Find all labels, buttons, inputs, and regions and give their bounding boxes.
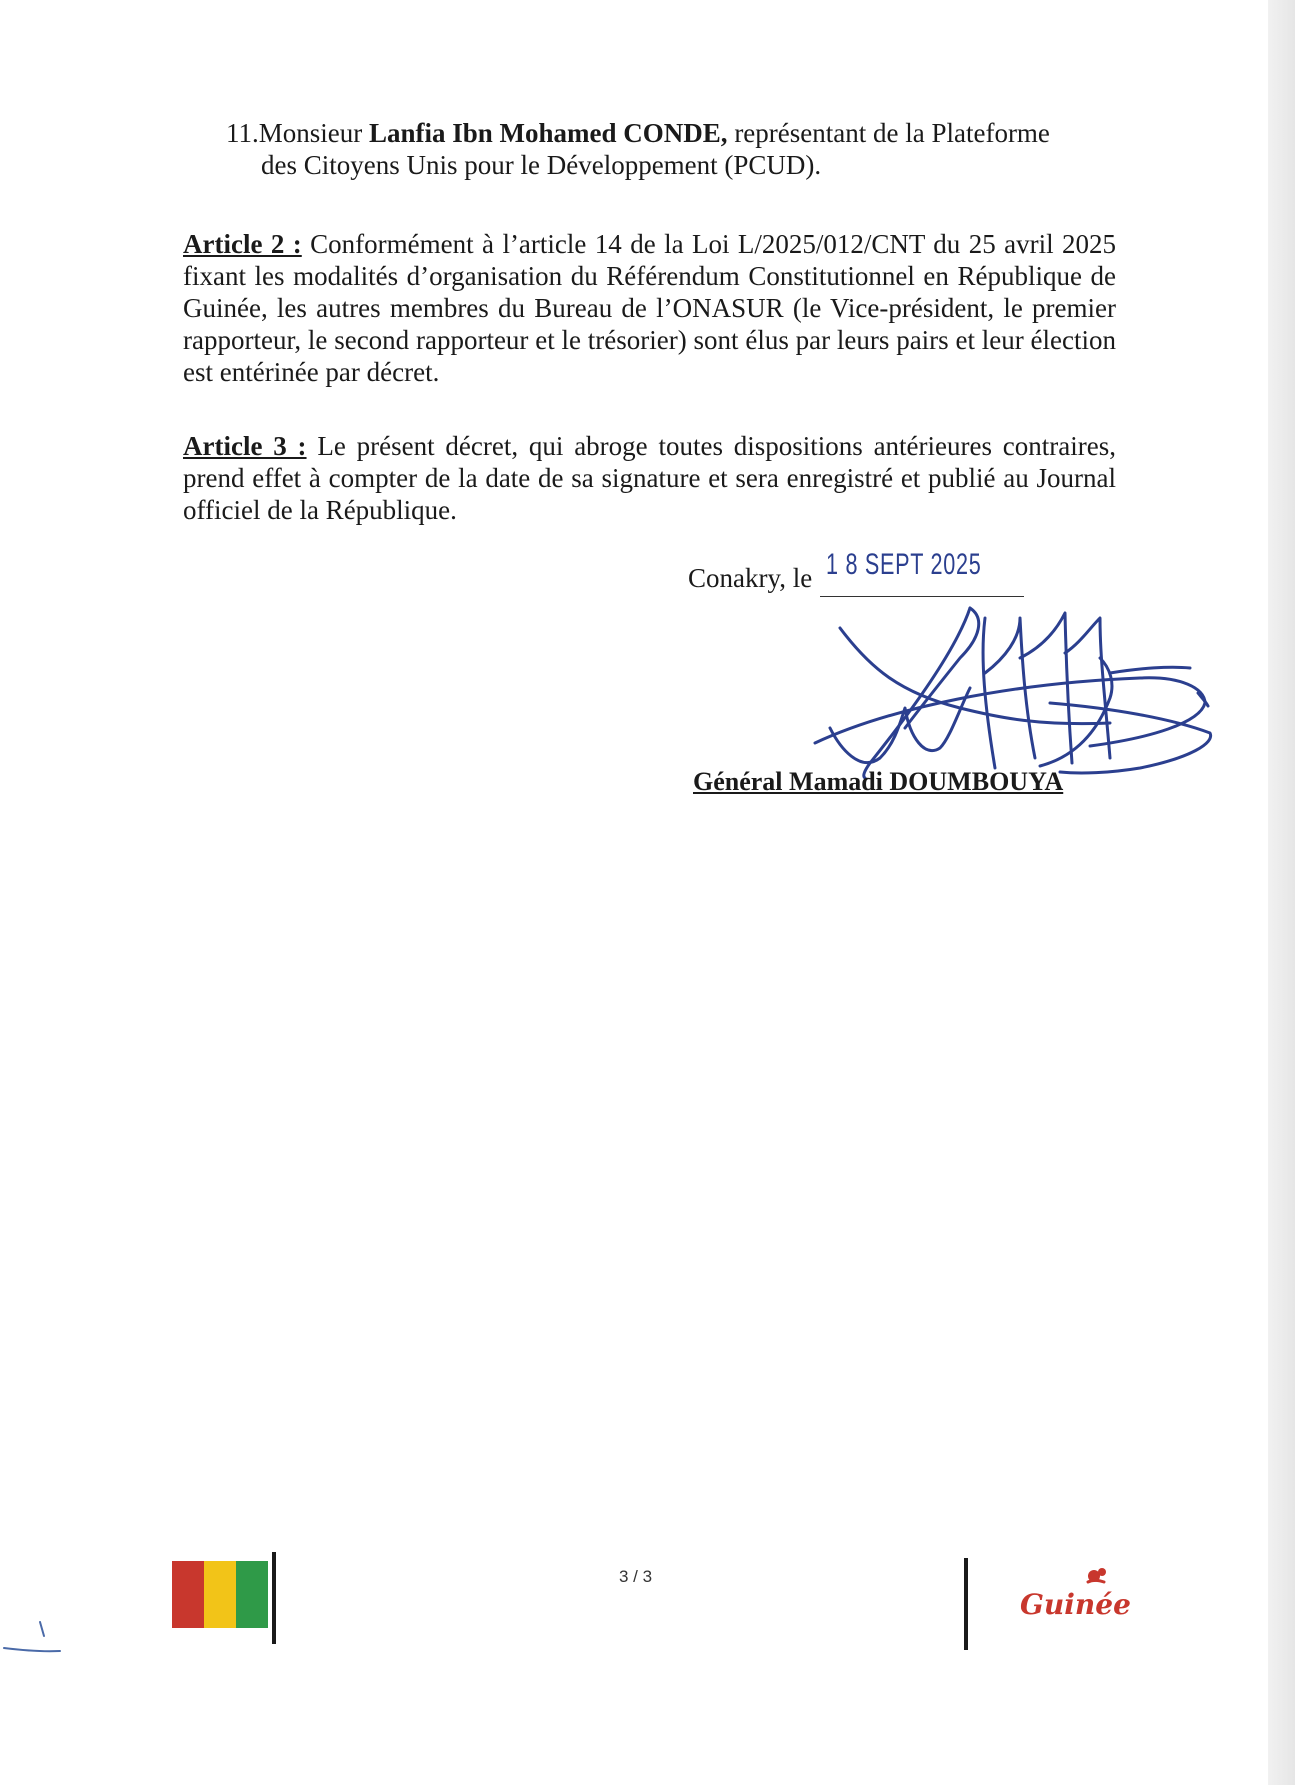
member-role: représentant de la Plateforme: [727, 118, 1050, 148]
member-name: Lanfia Ibn Mohamed CONDE,: [369, 118, 728, 148]
article-2: [183, 228, 1116, 388]
article-2-body: Conformément à l’article 14 de la Loi L/2025/012/CNT du 25 avril 2025 fixant les modalités d’organisation du Référendum Constitutionnel en République de Guinée, les autres membres du Bureau de l’ONASUR (le Vice-président, le premier rapporteur, le second rapporteur et le trésorier) sont élus par leurs pairs et leur élection est entérinée par décret.: [183, 229, 1117, 387]
list-item-prefix: Monsieur: [258, 118, 369, 148]
signatory-name: Général Mamadi DOUMBOUYA: [693, 767, 1064, 796]
guinee-logo: [1018, 1560, 1138, 1630]
place-date-label: Conakry, le: [688, 563, 813, 593]
footer-divider-left: [272, 1552, 276, 1644]
article-3-heading: Article 3 :: [183, 431, 307, 461]
guinea-flag-icon: [172, 1561, 268, 1628]
article-3: [183, 430, 1116, 526]
list-item-11-line2: des Citoyens Unis pour le Développement (PCUD).: [261, 150, 822, 180]
flag-band-red: [172, 1561, 204, 1628]
page-number: 3 / 3: [619, 1567, 653, 1586]
footer-divider-right: [964, 1558, 968, 1650]
list-item-number: 11.: [226, 118, 259, 148]
list-item-11-line1: [226, 117, 1116, 149]
guinee-logo-text: Guinée: [1020, 1588, 1131, 1621]
scan-mark-icon: [0, 1618, 70, 1658]
flag-band-green: [236, 1561, 268, 1628]
date-underline: [820, 596, 1024, 597]
article-2-heading: Article 2 :: [183, 229, 302, 259]
scan-page-edge: [1268, 0, 1295, 1785]
flag-band-yellow: [204, 1561, 236, 1628]
article-3-body: Le présent décret, qui abroge toutes dispositions antérieures contraires, prend effet à compter de la date de sa signature et sera enregistré et publié au Journal officiel de la République.: [183, 431, 1117, 525]
date-stamp: 1 8 SEPT 2025: [826, 548, 982, 581]
list-item-11: [226, 117, 1116, 181]
